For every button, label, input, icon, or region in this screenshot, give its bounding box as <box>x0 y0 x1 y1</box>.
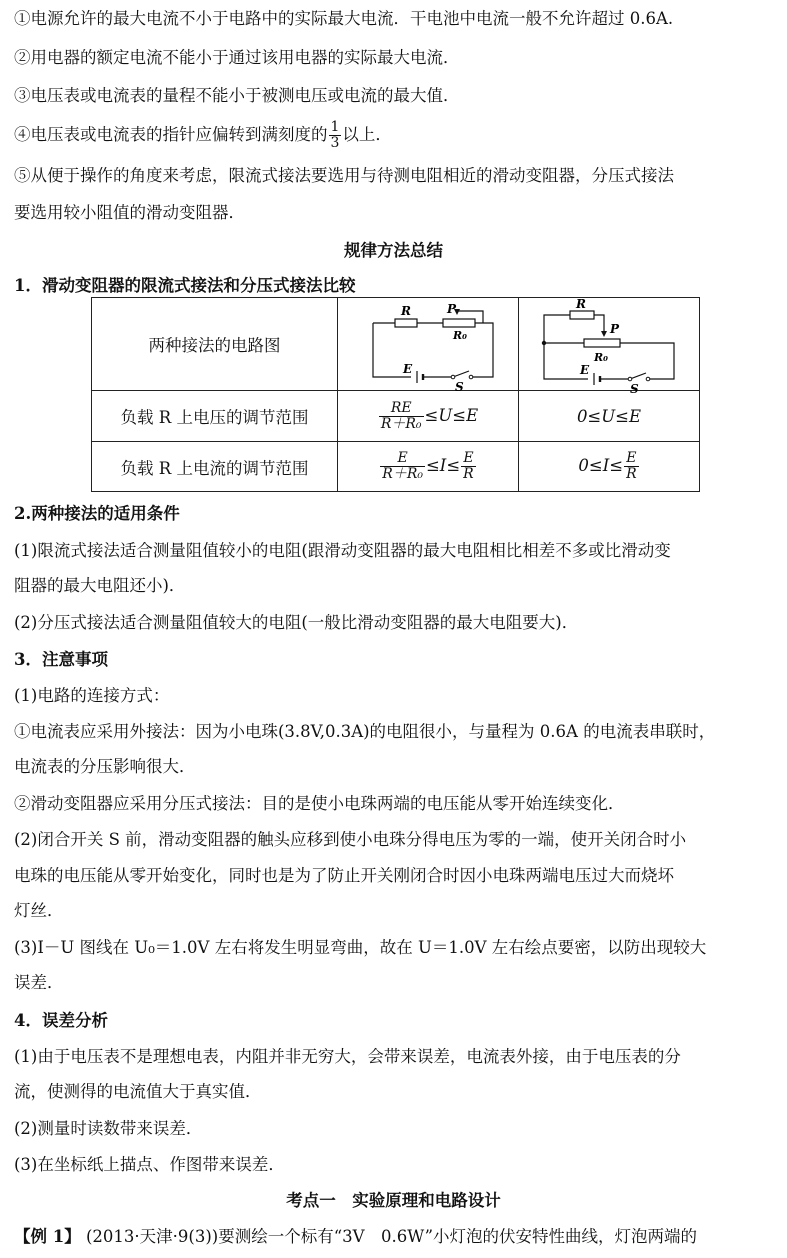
fraction <box>624 451 639 482</box>
comparison-table <box>91 297 700 492</box>
text-line: (3)在坐标纸上描点、作图带来误差． <box>14 1155 285 1174</box>
text-line: ①电流表应采用外接法：因为小电珠(3.8V,0.3A)的电阻很小，与量程为 0.6A 的电流表串联时， <box>14 722 716 741</box>
text-line: (1)限流式接法适合测量阻值较小的电阻(跟滑动变阻器的最大电阻相比相差不多或比滑动变 <box>14 541 671 560</box>
text-span: 以上． <box>342 125 392 144</box>
fraction-denominator: R <box>626 466 637 482</box>
label-E: E <box>580 363 590 377</box>
example-text: (2013·天津·9(3))要测绘一个标有“3V 0.6W”小灯泡的伏安特性曲线，灯泡两端的 <box>85 1227 697 1246</box>
text-line: ③电压表或电流表的量程不能小于被测电压或电流的最大值． <box>14 86 460 105</box>
text-line: ②用电器的额定电流不能小于通过该用电器的实际最大电流． <box>14 48 460 67</box>
section-heading: 考点一 实验原理和电路设计 <box>286 1191 501 1210</box>
label-R: R <box>576 297 586 311</box>
heading-4: 4．误差分析 <box>14 1011 108 1030</box>
table-row <box>92 391 700 442</box>
text-line: 阻器的最大电阻还小)． <box>14 576 186 595</box>
section-title: 规律方法总结 <box>344 241 443 260</box>
voltage-range-divider: 0≤U≤E <box>519 391 700 442</box>
text-line: (2)闭合开关 S 前，滑动变阻器的触头应移到使小电珠分得电压为零的一端，使开关闭合时小 <box>14 830 687 849</box>
text-line: 电珠的电压能从零开始变化，同时也是为了防止开关刚闭合时因小电珠两端电压过大而烧坏 <box>14 866 674 885</box>
text-line: 电流表的分压影响很大． <box>14 757 196 776</box>
example-tag: 【例 1】 <box>14 1227 81 1246</box>
text-line: 误差． <box>14 973 64 992</box>
heading-3: 3．注意事项 <box>14 650 108 669</box>
fraction <box>461 451 476 482</box>
heading-2: 2.两种接法的适用条件 <box>14 504 180 523</box>
fraction-numerator: E <box>461 451 476 467</box>
current-range-limiting <box>338 442 519 492</box>
text-line: 灯丝． <box>14 901 64 920</box>
text-line: (1)由于电压表不是理想电表，内阻并非无穷大，会带来误差，电流表外接，由于电压表的分 <box>14 1047 681 1066</box>
text-span: ④电压表或电流表的指针应偏转到满刻度的 <box>14 125 328 144</box>
label-R: R <box>401 304 411 318</box>
math-text: 0≤I≤ <box>578 456 624 475</box>
fraction <box>380 451 425 482</box>
circuit-diagram-divider <box>519 297 700 396</box>
text-line: ⑤从便于操作的角度来考虑，限流式接法要选用与待测电阻相近的滑动变阻器，分压式接法 <box>14 166 674 185</box>
fraction <box>329 120 342 151</box>
text-line: 流，使测得的电流值大于真实值． <box>14 1082 262 1101</box>
table-row <box>92 298 700 391</box>
fraction-denominator: R＋R₀ <box>380 415 422 432</box>
circuit-diagram-limiting <box>338 298 519 394</box>
circuit-svg-divider <box>524 297 694 396</box>
label-P: P <box>447 302 457 316</box>
table-cell: 两种接法的电路图 <box>92 298 338 391</box>
text-line: ①电源允许的最大电流不小于电路中的实际最大电流．干电池中电流一般不允许超过 0.6A. <box>14 9 674 28</box>
fraction-denominator: R <box>463 466 474 482</box>
label-E: E <box>403 362 413 376</box>
fraction <box>379 401 424 432</box>
fraction-numerator: E <box>624 451 639 467</box>
math-text: ≤I≤ <box>425 456 461 475</box>
label-R0: R₀ <box>594 351 608 364</box>
text-line: 要选用较小阻值的滑动变阻器． <box>14 203 245 222</box>
circuit-svg-limiting <box>343 299 513 394</box>
label-S: S <box>630 382 639 396</box>
label-S: S <box>455 380 464 394</box>
table-cell: 负载 R 上电流的调节范围 <box>92 442 338 492</box>
fraction-numerator: 1 <box>330 119 340 135</box>
text-line: (2)分压式接法适合测量阻值较大的电阻(一般比滑动变阻器的最大电阻要大)． <box>14 613 579 632</box>
table-cell: 负载 R 上电压的调节范围 <box>92 391 338 442</box>
label-R0: R₀ <box>453 329 467 342</box>
fraction-denominator: R＋R₀ <box>382 466 423 482</box>
text-line: (2)测量时读数带来误差． <box>14 1119 203 1138</box>
text-line: (1)电路的连接方式： <box>14 686 170 705</box>
text-line: (3)I－U 图线在 U₀＝1.0V 左右将发生明显弯曲，故在 U＝1.0V 左右绘点要密，以防出现较大 <box>14 938 707 957</box>
fraction-numerator: E <box>380 451 425 467</box>
voltage-range-limiting <box>338 391 519 442</box>
math-text: ≤U≤E <box>424 405 479 425</box>
current-range-divider <box>519 442 700 492</box>
fraction-numerator: RE <box>379 401 424 417</box>
heading-1: 1．滑动变阻器的限流式接法和分压式接法比较 <box>14 276 356 295</box>
label-P: P <box>610 322 620 336</box>
text-line: ②滑动变阻器应采用分压式接法：目的是使小电珠两端的电压能从零开始连续变化． <box>14 794 625 813</box>
table-row <box>92 442 700 492</box>
example-line <box>14 1226 779 1248</box>
fraction-denominator: 3 <box>330 135 340 151</box>
text-line <box>14 120 779 151</box>
